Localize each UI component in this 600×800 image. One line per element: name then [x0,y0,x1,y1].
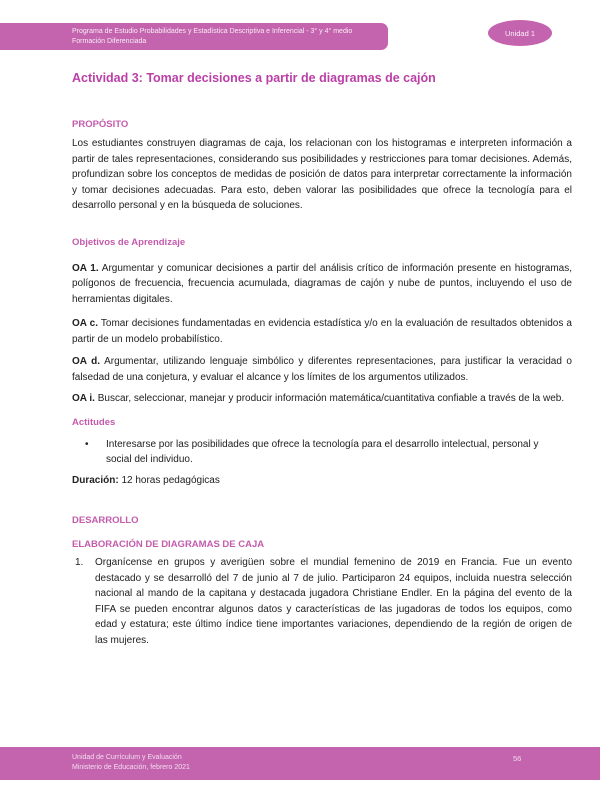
section-heading-objetivos: Objetivos de Aprendizaje [72,236,186,248]
header-program-line2: Formación Diferenciada [72,37,147,45]
footer-credits [72,753,190,773]
section-heading-desarrollo: DESARROLLO [72,515,139,526]
section-heading-proposito: PROPÓSITO [72,119,129,130]
actitudes-bullet-item [85,437,572,468]
unit-badge: Unidad 1 [488,20,552,46]
oa-item-i-text: Buscar, seleccionar, manejar y producir información matemática/cuantitativa confiable a través de la web. [97,393,565,404]
oa-item-1-text: Argumentar y comunicar decisiones a partir del análisis crítico de información presente en histogramas, polígonos de frecuencia, frecuencia acumulada, diagramas de cajón y nube de puntos, incluyendo el uso de herramientas digitales. [72,262,572,305]
proposito-paragraph: Los estudiantes construyen diagramas de caja, los relacionan con los histogramas e interpreten información a partir de tales representaciones, considerando sus posibilidades y restricciones para tomar decisiones. Además, profundizan sobre los conceptos de medidas de posición de datos para interpretar correctamente la información y tomar decisiones adecuadas. Para esto, deben valorar las posibilidades que ofrece la tecnología para el desarrollo personal y en la búsqueda de soluciones. [72,138,572,211]
section-heading-actitudes: Actitudes [72,416,116,428]
oa-item-i [72,391,572,407]
oa-item-d-text: Argumentar, utilizando lenguaje simbólico y diferentes representaciones, para justificar la veracidad o falsedad de una conjetura, y evaluar el alcance y los límites de los argumentos utilizados. [72,356,572,383]
header-program-line1: Programa de Estudio Probabilidades y Estadística Descriptiva e Inferencial - 3° y 4° medio [72,28,353,35]
duracion-value: 12 horas pedagógicas [121,474,220,486]
bullet-icon: • [85,438,89,450]
activity-title: Actividad 3: Tomar decisiones a partir de diagramas de cajón [72,71,436,85]
footer-bar [0,747,600,780]
duracion-line [72,473,572,489]
oa-item-i-lead: OA i. [72,393,95,404]
numbered-item-1-number: 1. [75,557,84,568]
oa-item-c-text: Tomar decisiones fundamentadas en evidencia estadística y/o en la evaluación de resultados obtenidos a partir de un modelo probabilístico. [72,318,572,345]
duracion-label: Duración: [72,474,119,486]
oa-item-c [72,316,572,347]
actitudes-bullet-text: Interesarse por las posibilidades que ofrece la tecnología para el desarrollo intelectual, personal y social del individuo. [106,438,539,465]
oa-item-d-lead: OA d. [72,356,101,367]
numbered-item-1-text: Organícense en grupos y averigüen sobre el mundial femenino de 2019 en Francia. Fue un evento destacado y se desarrolló del 7 de junio al 7 de julio. Participaron 24 equipos, incluida nuestra selección nacional al mando de la capitana y destacada jugadora Christiane Endler. En la página del evento de la FIFA se pueden encontrar algunos datos y características de las jugadoras de todos los equipos, como edad y estatura; este último índice tiene importantes variaciones, dependiendo de la región de origen de las mujeres. [95,557,572,646]
footer-line2: Ministerio de Educación, febrero 2021 [72,764,190,771]
oa-item-d [72,354,572,385]
subsection-heading-elaboracion: ELABORACIÓN DE DIAGRAMAS DE CAJA [72,539,265,550]
oa-item-c-lead: OA c. [72,318,99,329]
oa-item-1-lead: OA 1. [72,262,99,274]
footer-line1: Unidad de Currículum y Evaluación [72,754,182,761]
page-number: 56 [513,754,522,763]
numbered-item-1 [72,555,572,648]
oa-item-1 [72,261,572,308]
